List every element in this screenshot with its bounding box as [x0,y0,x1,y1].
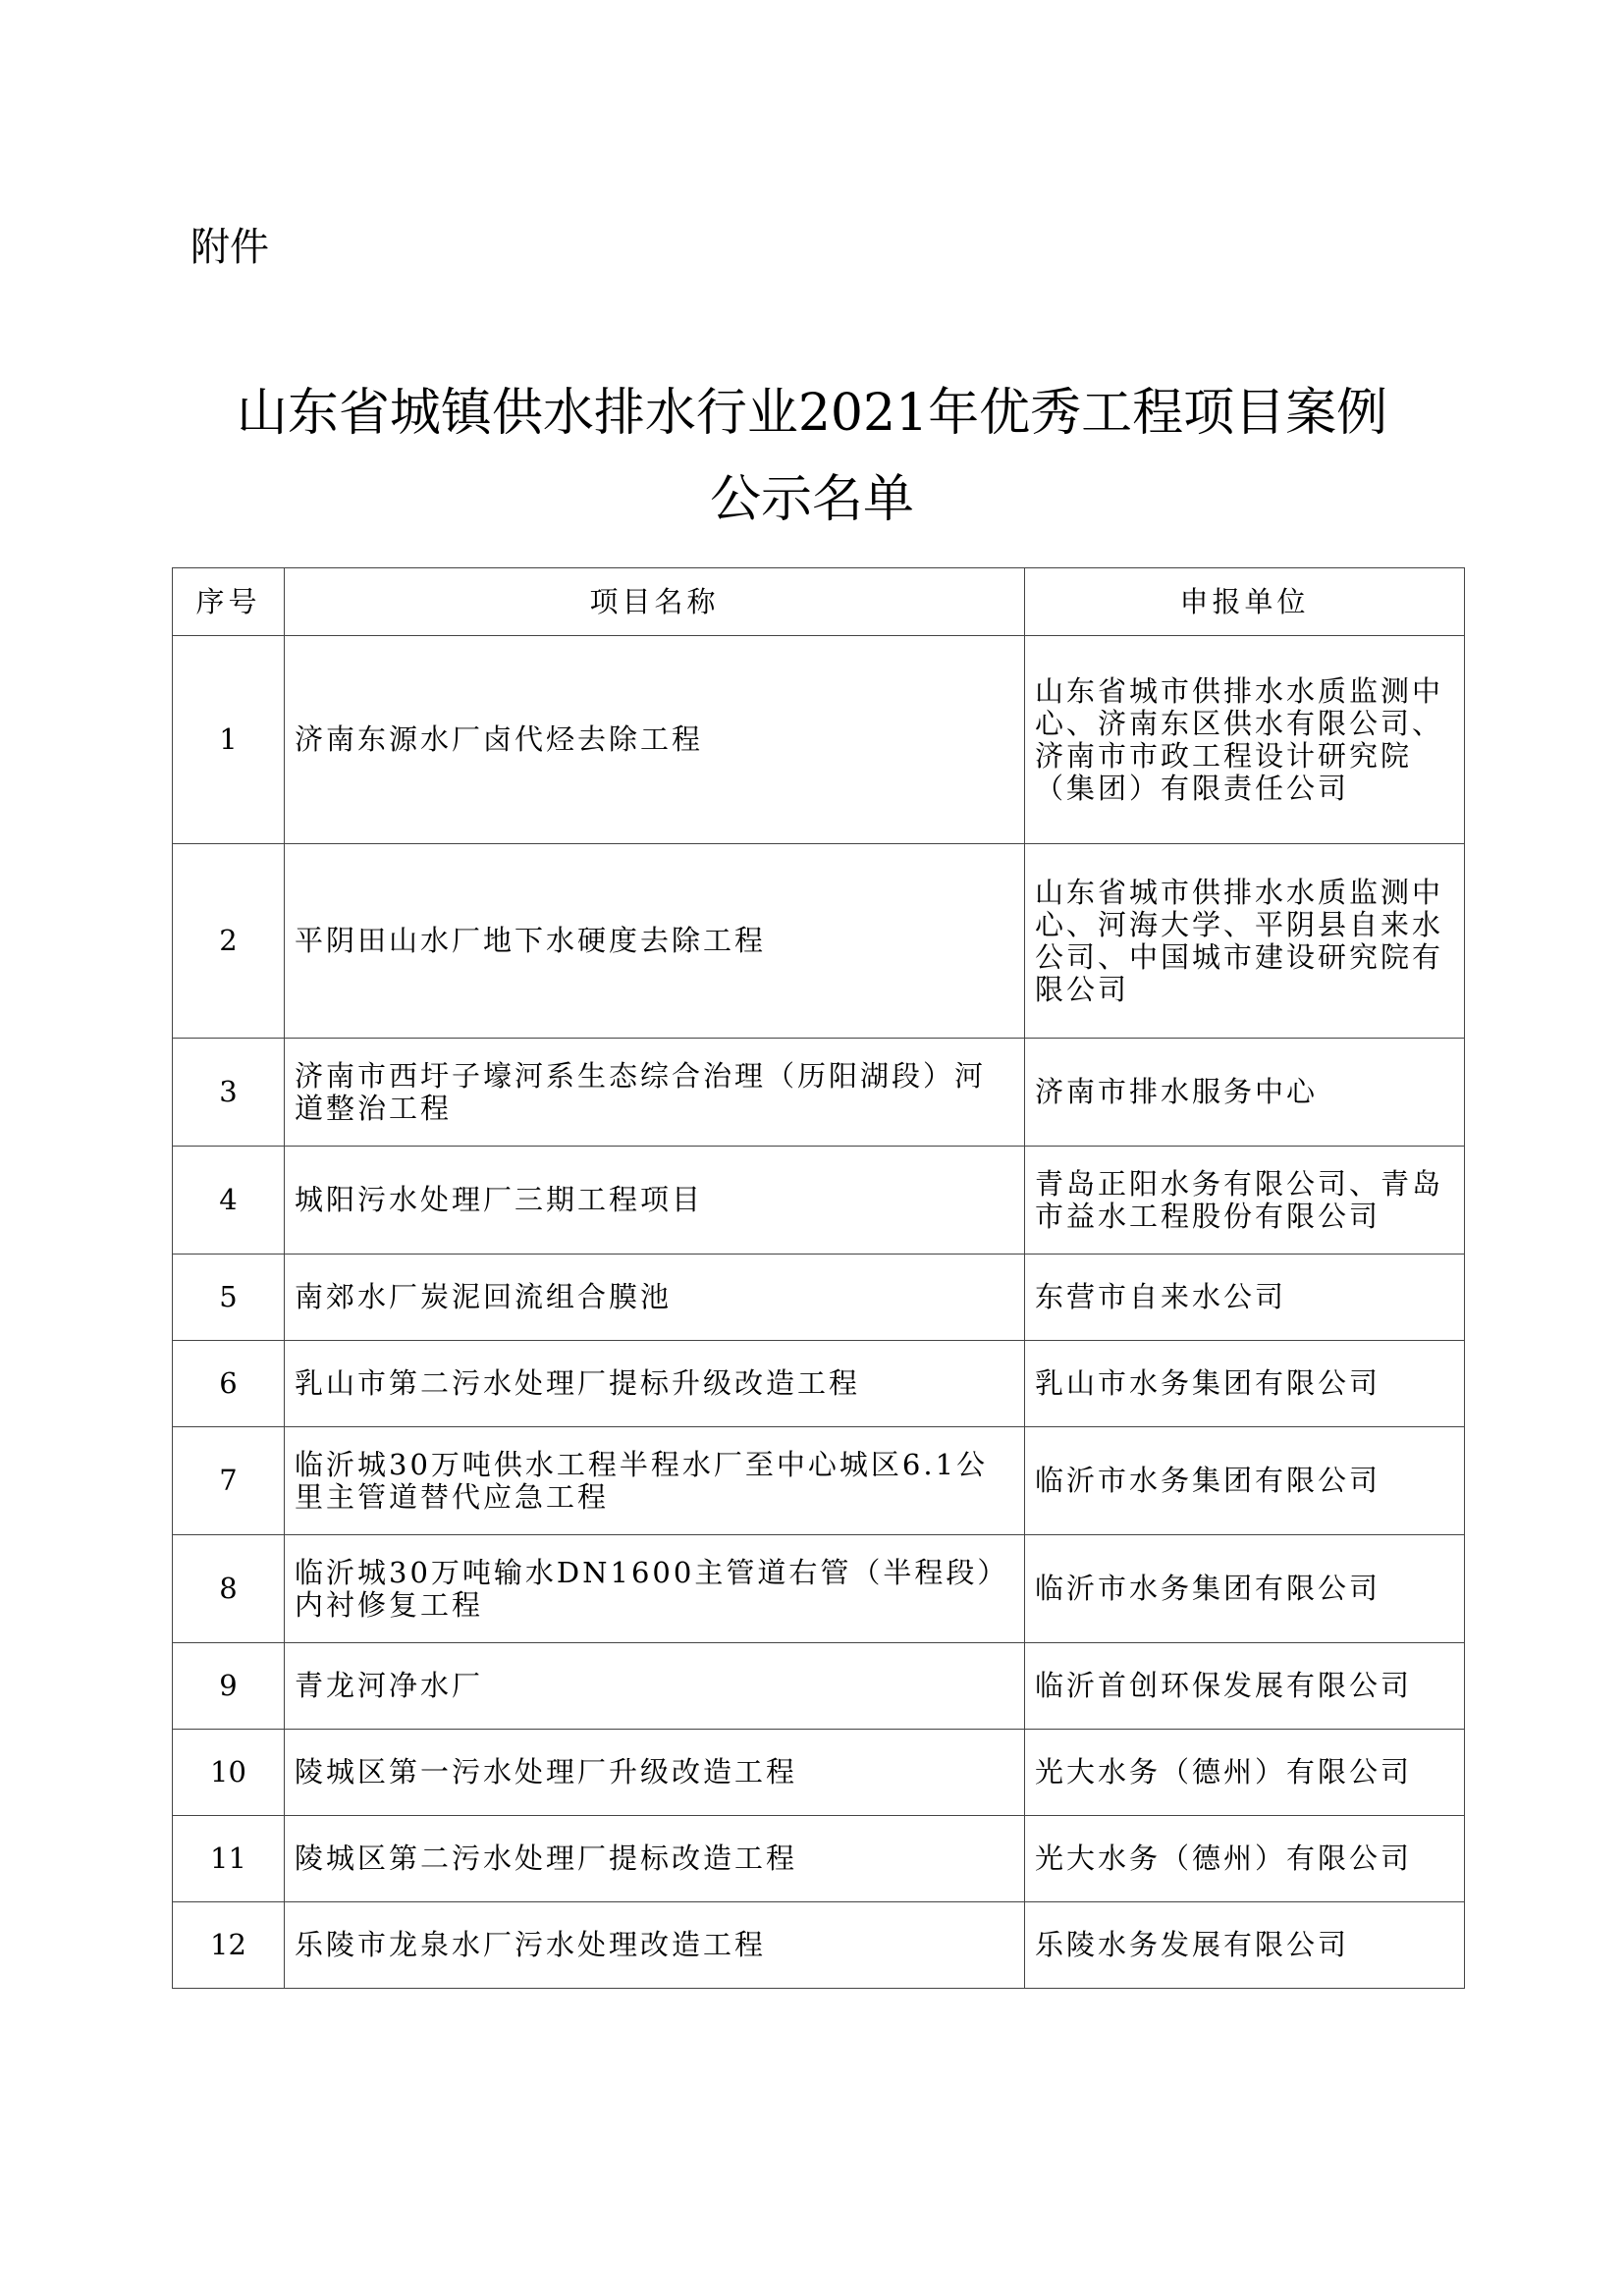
applicant-unit: 光大水务（德州）有限公司 [1025,1816,1465,1902]
table-row [173,636,1465,844]
table-row [173,1039,1465,1147]
table-header-row [173,568,1465,636]
project-name: 济南市西圩子壕河系生态综合治理（历阳湖段）河道整治工程 [285,1039,1025,1147]
row-number: 3 [173,1039,285,1147]
header-number: 序号 [173,568,285,636]
row-number: 8 [173,1535,285,1643]
project-list-table [172,567,1465,1989]
table-row [173,1427,1465,1535]
row-number: 12 [173,1902,285,1989]
project-name: 济南东源水厂卤代烃去除工程 [285,636,1025,844]
applicant-unit: 山东省城市供排水水质监测中心、济南东区供水有限公司、济南市市政工程设计研究院（集团）有限责任公司 [1025,636,1465,844]
row-number: 9 [173,1643,285,1730]
applicant-unit: 临沂首创环保发展有限公司 [1025,1643,1465,1730]
table-row [173,1643,1465,1730]
table-row [173,844,1465,1039]
row-number: 10 [173,1730,285,1816]
project-name: 陵城区第二污水处理厂提标改造工程 [285,1816,1025,1902]
project-name: 陵城区第一污水处理厂升级改造工程 [285,1730,1025,1816]
header-applicant-unit: 申报单位 [1025,568,1465,636]
applicant-unit: 乐陵水务发展有限公司 [1025,1902,1465,1989]
applicant-unit: 光大水务（德州）有限公司 [1025,1730,1465,1816]
project-name: 青龙河净水厂 [285,1643,1025,1730]
row-number: 11 [173,1816,285,1902]
applicant-unit: 临沂市水务集团有限公司 [1025,1427,1465,1535]
project-name: 城阳污水处理厂三期工程项目 [285,1147,1025,1255]
project-name: 乳山市第二污水处理厂提标升级改造工程 [285,1341,1025,1427]
page-subtitle: 公示名单 [709,470,914,529]
row-number: 1 [173,636,285,844]
project-name: 南郊水厂炭泥回流组合膜池 [285,1255,1025,1341]
table-row [173,1816,1465,1902]
table-row [173,1535,1465,1643]
applicant-unit: 乳山市水务集团有限公司 [1025,1341,1465,1427]
row-number: 4 [173,1147,285,1255]
row-number: 5 [173,1255,285,1341]
header-project-name: 项目名称 [285,568,1025,636]
project-name: 临沂城30万吨供水工程半程水厂至中心城区6.1公里主管道替代应急工程 [285,1427,1025,1535]
applicant-unit: 山东省城市供排水水质监测中心、河海大学、平阴县自来水公司、中国城市建设研究院有限公司 [1025,844,1465,1039]
project-name: 临沂城30万吨输水DN1600主管道右管（半程段）内衬修复工程 [285,1535,1025,1643]
table-row [173,1341,1465,1427]
applicant-unit: 东营市自来水公司 [1025,1255,1465,1341]
project-name: 平阴田山水厂地下水硬度去除工程 [285,844,1025,1039]
applicant-unit: 济南市排水服务中心 [1025,1039,1465,1147]
page-title: 山东省城镇供水排水行业2021年优秀工程项目案例 [236,384,1388,443]
project-name: 乐陵市龙泉水厂污水处理改造工程 [285,1902,1025,1989]
applicant-unit: 临沂市水务集团有限公司 [1025,1535,1465,1643]
table-row [173,1255,1465,1341]
row-number: 6 [173,1341,285,1427]
table-row [173,1730,1465,1816]
row-number: 7 [173,1427,285,1535]
row-number: 2 [173,844,285,1039]
attachment-label: 附件 [190,225,269,270]
table-row [173,1902,1465,1989]
table-row [173,1147,1465,1255]
applicant-unit: 青岛正阳水务有限公司、青岛市益水工程股份有限公司 [1025,1147,1465,1255]
